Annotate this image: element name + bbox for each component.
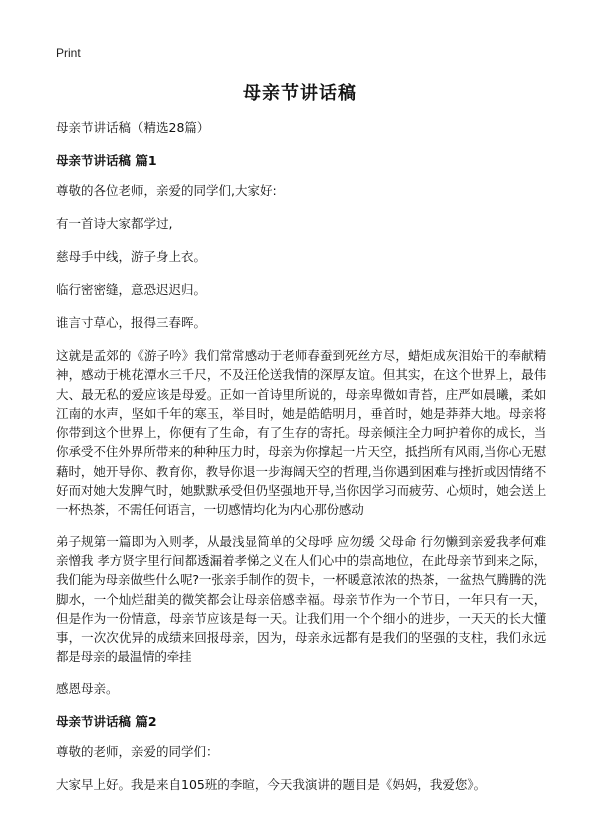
closing-text: 感恩母亲。: [56, 680, 119, 696]
print-link[interactable]: Print: [56, 46, 81, 60]
body-paragraph: 这就是孟郊的《游子吟》我们常常感动于老师春蚕到死丝方尽，蜡炬成灰泪始干的奉献精神，感动于桃花潭水三千尺，不及汪伦送我情的深厚友谊。但其实，在这个世界上，最伟大、最无私的爱应该是母爱。正如一首诗里所说的，母亲卑微如青苔，庄严如晨曦，柔如江南的水声，坚如千年的寒玉，举目时，她是皓皓明月，垂首时，她是莽莽大地。母亲将你带到这个世界上，你便有了生命，有了生存的寄托。母亲倾注全力呵护着你的成长，当你承受不住外界所带来的种种压力时，母亲为你撑起一片天空，抵挡所有风雨,当你心无慰藉时，她开导你、教育你，教导你退一步海阔天空的哲理,当你遇到困难与挫折或因情绪不好而对她大发脾气时，她默默承受但仍坚强地开导,当你因学习而疲劳、心烦时，她会送上一杯热茶，不需任何语言，一切感情均化为内心那份感动: [56, 348, 546, 518]
section-heading-2: 母亲节讲话稿 篇2: [56, 713, 157, 729]
greeting-text: 尊敬的各位老师，亲爱的同学们,大家好:: [56, 183, 277, 198]
greeting-text: 尊敬的老师，亲爱的同学们：: [56, 743, 219, 759]
document-body: [56, 118, 546, 808]
poem-intro: 有一首诗大家都学过,: [56, 216, 173, 231]
poem-line: 谁言寸草心，报得三春晖。: [56, 315, 207, 330]
poem-line: 临行密密缝，意恐迟迟归。: [56, 282, 207, 297]
page-title: 母亲节讲话稿: [243, 83, 357, 104]
body-paragraph: 弟子规第一篇即为入则孝，从最浅显简单的父母呼 应勿缓 父母命 行勿懒到亲爱我孝何难 亲憎我 孝方贤字里行间都透漏着孝悌之义在人们心中的崇高地位，在此母亲节到来之际，我们能为母亲做些什么呢?一张亲手制作的贺卡，一杯暖意浓浓的热茶，一盆热气腾腾的洗脚水，一个灿烂甜美的微笑都会让母亲倍感幸福。母亲节作为一个节日，一年只有一天，但是作为一份情意，母亲节应该是每一天。让我们用一个个细小的进步，一天天的长大懂事，一次次优异的成绩来回报母亲，因为，母亲永远都有是我们的坚强的支柱，我们永远都是母亲的最温情的牵挂: [56, 533, 546, 665]
document-subtitle: 母亲节讲话稿（精选28篇）: [56, 120, 210, 135]
poem-line: 慈母手中线，游子身上衣。: [56, 249, 207, 264]
opening-text: 大家早上好。我是来自105班的李暄，今天我演讲的题目是《妈妈，我爱您》。: [56, 776, 487, 792]
section-heading-1: 母亲节讲话稿 篇1: [56, 153, 157, 168]
